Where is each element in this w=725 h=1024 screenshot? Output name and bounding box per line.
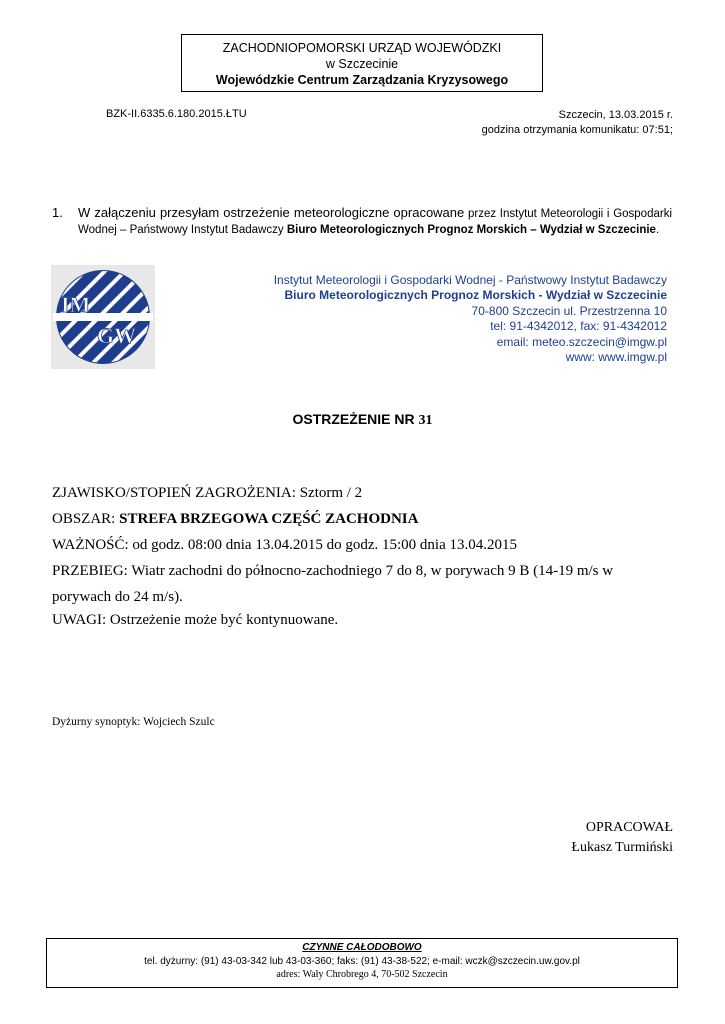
imgw-address: 70-800 Szczecin ul. Przestrzenna 10 xyxy=(471,303,667,318)
imgw-contact-block xyxy=(274,273,667,365)
course-field xyxy=(52,558,672,610)
imgw-office: Biuro Meteorologicznych Prognoz Morskich - Wydział w Szczecinie xyxy=(284,288,667,303)
logo-text-bottom: GW xyxy=(97,323,137,348)
imgw-email: email: meteo.szczecin@imgw.pl xyxy=(496,334,667,349)
notes-field xyxy=(52,607,672,633)
place-date: Szczecin, 13.03.2015 r. xyxy=(558,109,673,121)
imgw-website: www: www.imgw.pl xyxy=(565,350,667,365)
notes-value: Ostrzeżenie może być kontynuowane. xyxy=(106,612,339,628)
footer-title: CZYNNE CAŁODOBOWO xyxy=(302,942,422,953)
notes-label: UWAGI: xyxy=(52,612,107,628)
footer-box xyxy=(46,938,678,988)
prepared-name: Łukasz Turmiński xyxy=(571,840,673,855)
prepared-label: OPRACOWAŁ xyxy=(585,820,673,835)
phenomenon-field xyxy=(52,480,672,506)
course-value: Wiatr zachodni do północno-zachodniego 7 do 8, w porywach 9 B (14-19 m/s w porywach do 24 m/s). xyxy=(52,563,614,605)
reference-number: BZK-II.6335.6.180.2015.ŁTU xyxy=(106,108,247,120)
warning-title xyxy=(0,411,725,429)
validity-value: od godz. 08:00 dnia 13.04.2015 do godz. 15:00 dnia 13.04.2015 xyxy=(128,537,517,553)
logo-text-top: IM xyxy=(61,292,91,317)
office-name: ZACHODNIOPOMORSKI URZĄD WOJEWÓDZKI xyxy=(222,41,502,55)
paragraph-end: . xyxy=(655,224,660,236)
duty-forecaster: Dyżurny synoptyk: Wojciech Szulc xyxy=(52,716,215,728)
office-department: Wojewódzkie Centrum Zarządzania Kryzysowego xyxy=(215,73,509,87)
attachment-paragraph xyxy=(52,205,672,238)
footer-address: adres: Wały Chrobrego 4, 70-502 Szczecin xyxy=(276,969,448,980)
phenomenon-label: ZJAWISKO/STOPIEŃ ZAGROŻENIA: xyxy=(52,485,296,501)
warning-title-prefix: OSTRZEŻENIE NR xyxy=(292,411,419,427)
received-time: godzina otrzymania komunikatu: 07:51; xyxy=(481,124,673,136)
phenomenon-value: Sztorm / 2 xyxy=(295,485,363,501)
warning-number: 31 xyxy=(418,413,433,428)
course-label: PRZEBIEG: xyxy=(52,563,128,579)
paragraph-number: 1. xyxy=(52,205,63,220)
imgw-institute: Instytut Meteorologii i Gospodarki Wodnej - Państwowy Instytut Badawczy xyxy=(273,273,667,287)
validity-label: WAŻNOŚĆ: xyxy=(52,537,129,553)
area-value: STREFA BRZEGOWA CZĘŚĆ ZACHODNIA xyxy=(115,511,419,527)
paragraph-lead: W załączeniu przesyłam ostrzeżenie meteorologiczne opracowane xyxy=(78,205,465,220)
prepared-by-block xyxy=(571,818,673,858)
footer-contact: tel. dyżurny: (91) 43-03-342 lub 43-03-360; faks: (91) 43-38-522; e-mail: wczk@szczecin.uw.gov.pl xyxy=(144,956,580,967)
imgw-phone: tel: 91-4342012, fax: 91-4342012 xyxy=(490,319,667,334)
paragraph-bold: Biuro Meteorologicznych Prognoz Morskich – Wydział w Szczecinie xyxy=(286,224,656,236)
header-box xyxy=(181,34,543,92)
validity-field xyxy=(52,532,672,558)
imgw-logo-icon xyxy=(51,265,155,369)
paragraph-text: przez Instytut Meteorologii i Gospodarki Wodnej – Państwowy Instytut Badawczy xyxy=(78,208,672,236)
place-date-block xyxy=(482,108,673,138)
area-label: OBSZAR: xyxy=(52,511,116,527)
area-field xyxy=(52,506,672,532)
office-city: w Szczecinie xyxy=(325,57,399,71)
